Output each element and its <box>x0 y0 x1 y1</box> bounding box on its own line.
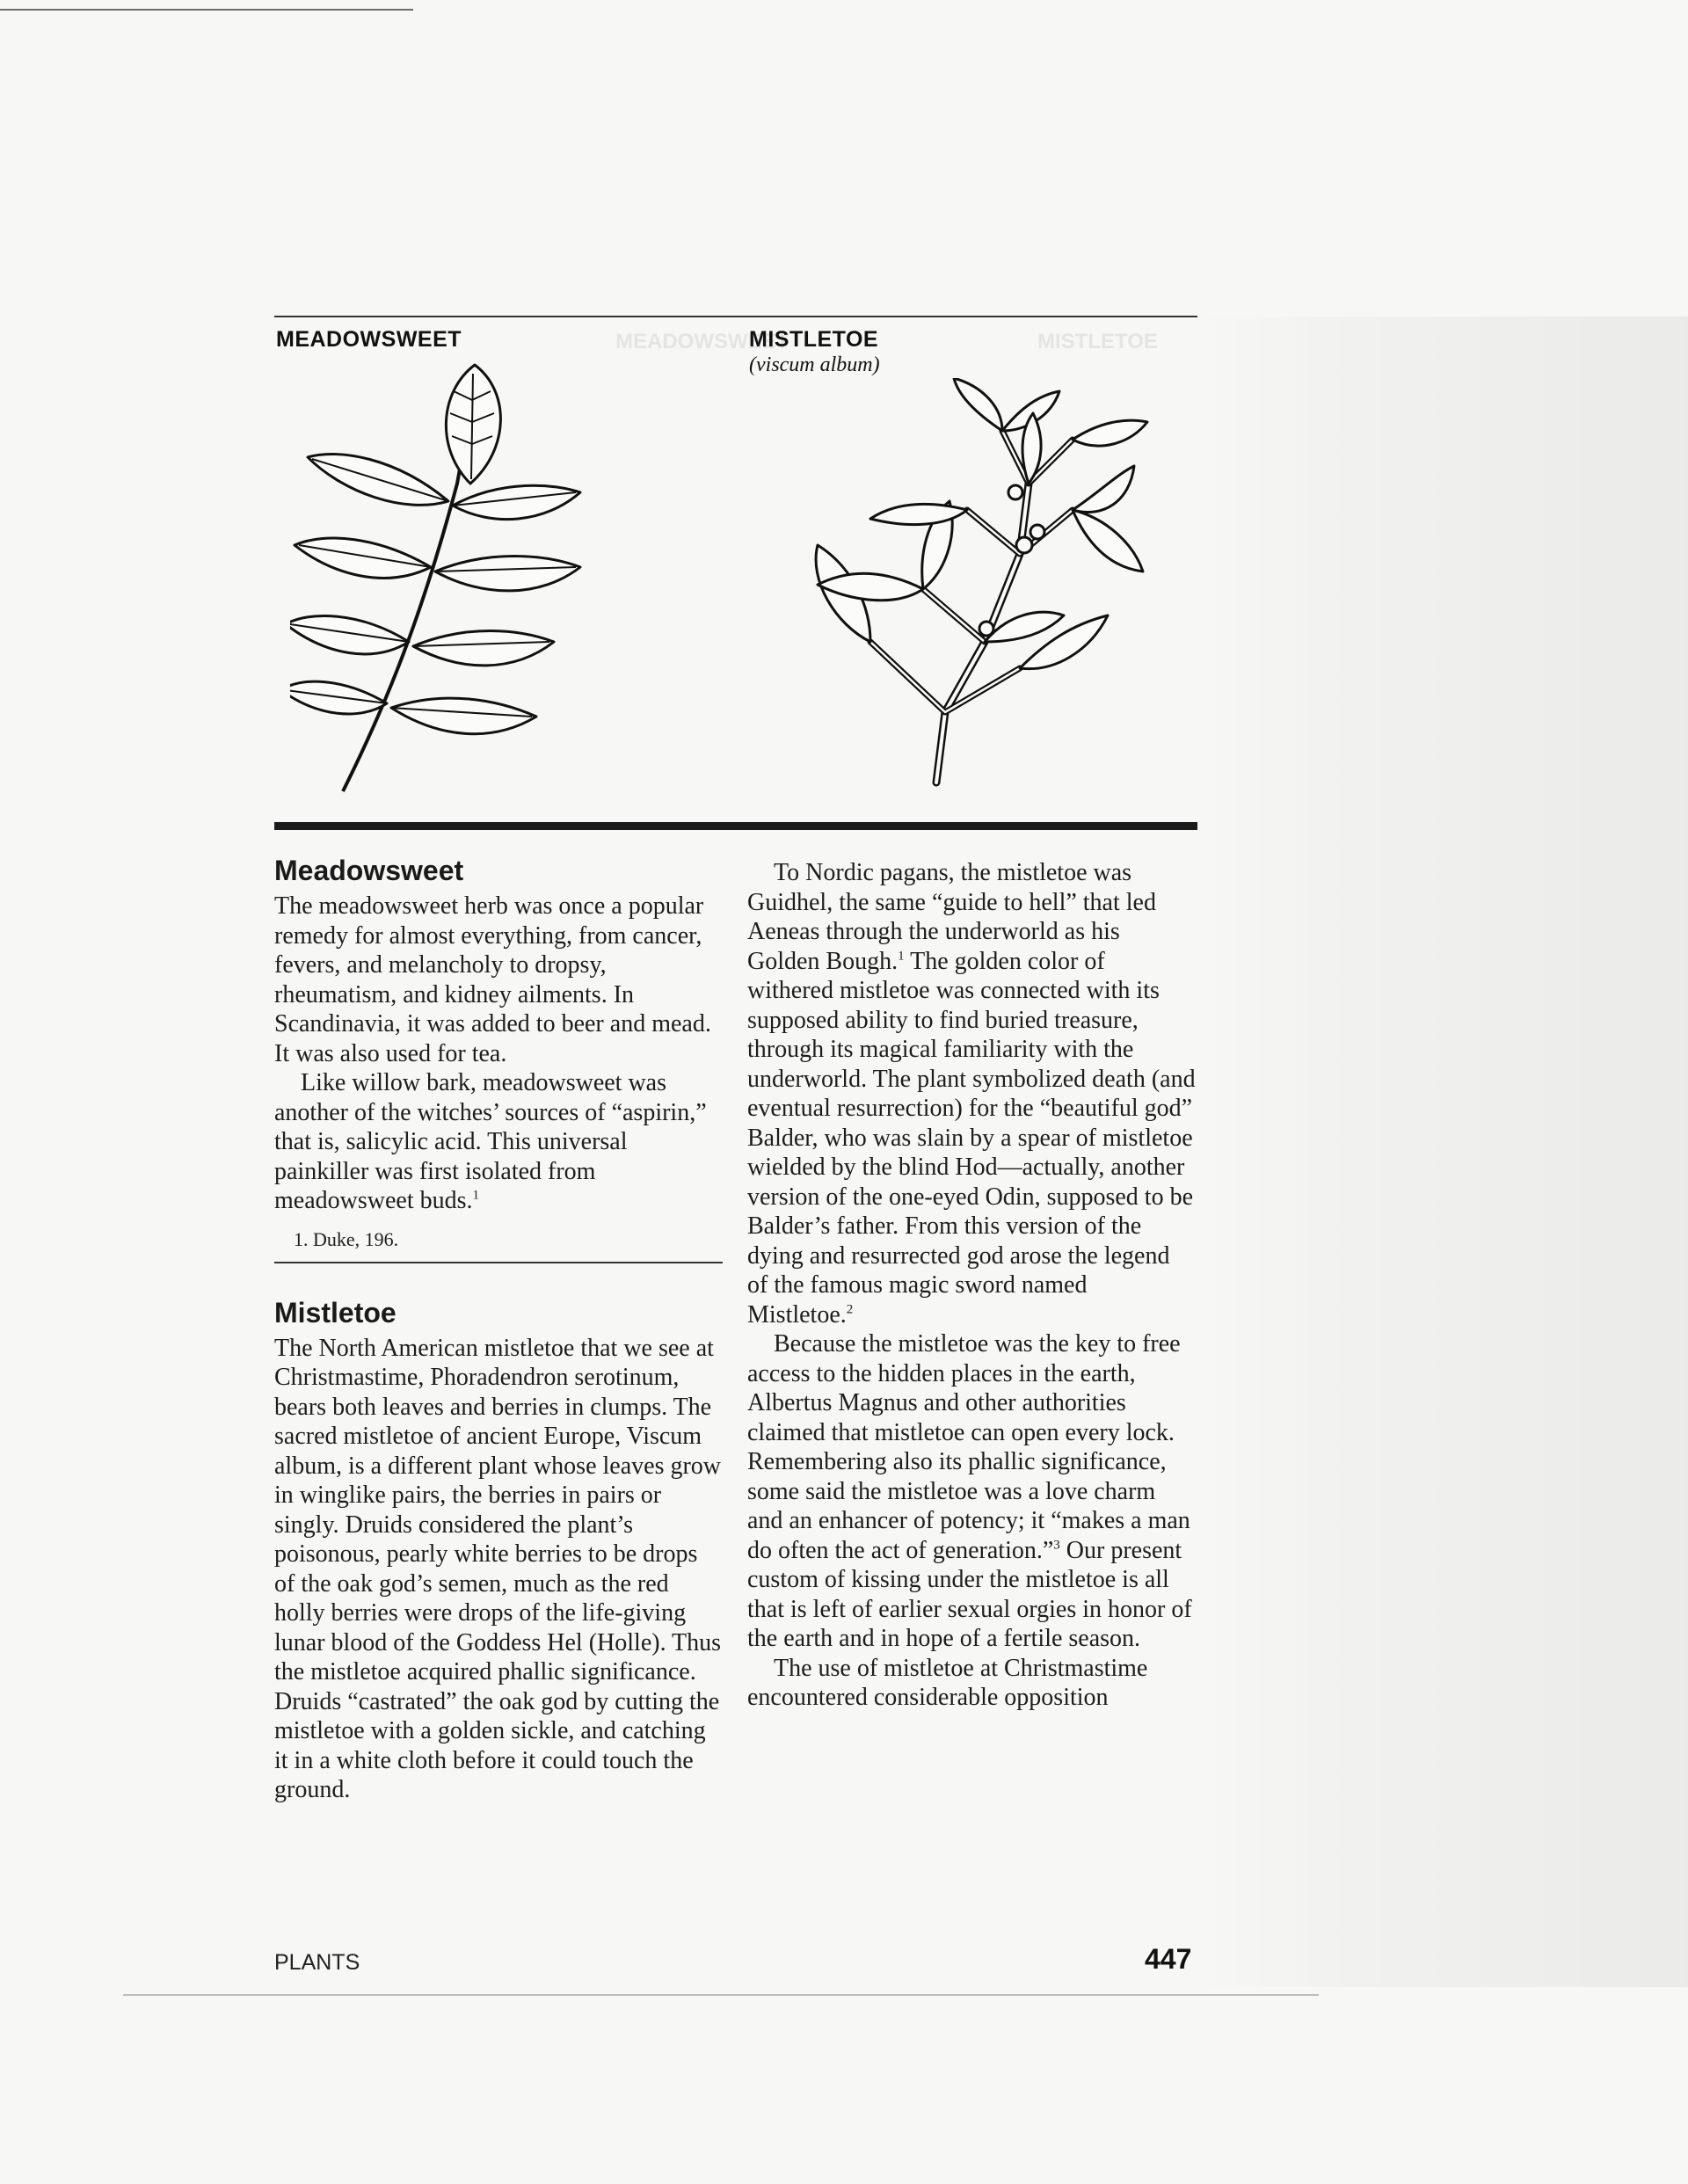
footnote-reference-2: 2 <box>846 1302 854 1317</box>
mistletoe-paragraph-2-part-b: The golden color of withered mistletoe was connected with its supposed ability to find buried treasure, through its magical familiarity with the underworld. The plant symbolized death (and eventual resurrection) for the “beautiful god” Balder, who was slain by a spear of mistletoe wielded by the blind Hod—actually, another version of the one-eyed Odin, supposed to be Balder’s father. From this version of the dying and resurrected god arose the legend of the famous magic sword named Mistletoe. <box>747 947 1196 1329</box>
mistletoe-paragraph-2-part-a: To Nordic pagans, the mistletoe was Guidhel, the same “guide to hell” that led Aeneas through the underworld as his Golden Bough. <box>747 859 1156 975</box>
meadowsweet-paragraph-1: The meadowsweet herb was once a popular remedy for almost everything, from cancer, fevers, and melancholy to dropsy, rheumatism, and kidney ailments. In Scandinavia, it was added to beer and mead. It was also used for tea. <box>274 892 711 1067</box>
left-column <box>274 853 723 1805</box>
mistletoe-paragraph-3-part-a: Because the mistletoe was the key to free access to the hidden places in the earth, Albertus Magnus and other authorities claimed that mistletoe can open every lock. Remembering also its phallic significance, some said the mistletoe was a love charm and an enhancer of potency; it “makes a man do often the act of generation.” <box>747 1330 1190 1564</box>
mistletoe-paragraph-3 <box>747 1329 1196 1654</box>
footnote-reference: 1 <box>472 1188 480 1203</box>
meadowsweet-figure-label: MEADOWSWEET <box>276 327 462 352</box>
meadowsweet-heading: Meadowsweet <box>274 855 464 886</box>
scan-bottom-edge <box>123 1994 1319 1996</box>
mistletoe-paragraph-4: The use of mistletoe at Christmastime encountered considerable opposition <box>747 1654 1148 1711</box>
mistletoe-heading: Mistletoe <box>274 1296 397 1329</box>
meadowsweet-paragraph-2-text: Like willow bark, meadowsweet was another of the witches’ sources of “aspirin,” that is, salicylic acid. This universal painkiller was first isolated from meadowsweet buds. <box>274 1069 707 1214</box>
footnote-reference-3: 3 <box>1053 1538 1060 1553</box>
bleed-through-label-left: MEADOWSWEET <box>615 330 789 353</box>
footnote: 1. Duke, 196. <box>274 1227 723 1263</box>
running-footer-section: PLANTS <box>274 1950 360 1975</box>
page-number: 447 <box>1145 1943 1192 1975</box>
figure-top-rule <box>274 316 1197 317</box>
mistletoe-figure-label: MISTLETOE <box>749 327 879 352</box>
scan-edge-line <box>0 9 413 11</box>
figure-bottom-rule <box>274 822 1197 830</box>
mistletoe-paragraph-2 <box>747 858 1196 1329</box>
mistletoe-paragraph-3-part-b: Our present custom of kissing under the mistletoe is all that is left of earlier sexual orgies in honor of the earth and in hope of a fertile season. <box>747 1536 1192 1652</box>
mistletoe-illustration <box>756 378 1178 800</box>
footnote-reference-1: 1 <box>898 949 905 964</box>
mistletoe-figure-sublabel: (viscum album) <box>749 353 880 376</box>
right-column <box>747 858 1196 1713</box>
scan-shadow <box>1196 317 1688 1987</box>
bleed-through-label-right: MISTLETOE <box>1037 330 1158 353</box>
meadowsweet-illustration <box>290 352 607 809</box>
mistletoe-paragraph-1: The North American mistletoe that we see at Christmastime, Phoradendron serotinum, bears both leaves and berries in clumps. The sacred mistletoe of ancient Europe, Viscum album, is a different plant whose leaves grow in winglike pairs, the berries in pairs or singly. Druids considered the plant’s poisonous, pearly white berries to be drops of the oak god’s semen, much as the red holly berries were drops of the life-giving lunar blood of the Goddess Hel (Holle). Thus the mistletoe acquired phallic significance. Druids “castrated” the oak god by cutting the mistletoe with a golden sickle, and catching it in a white cloth before it could touch the ground. <box>274 1334 722 1803</box>
meadowsweet-paragraph-2 <box>274 1068 723 1216</box>
